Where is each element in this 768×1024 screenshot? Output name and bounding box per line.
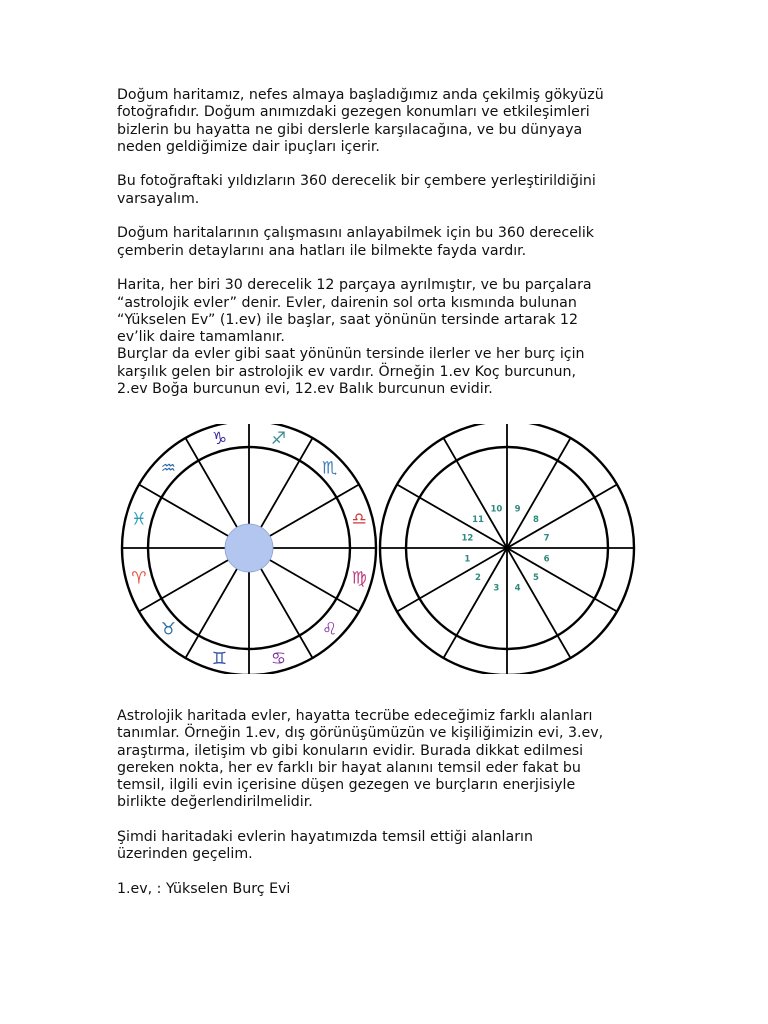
text-line: Doğum haritalarının çalışmasını anlayabilmek için bu 360 derecelik [117, 225, 595, 242]
house-divider-line [139, 560, 228, 612]
house-number: 2 [475, 572, 481, 583]
house-number: 6 [543, 554, 550, 565]
center-disc [225, 524, 273, 572]
zodiac-wheel [122, 424, 376, 674]
text-line: araştırma, iletişim vb gibi konuların evidir. Burada dikkat edilmesi [117, 742, 584, 759]
house-divider-line [270, 485, 359, 537]
zodiac-glyph: ♈ [131, 568, 147, 589]
text-line: Doğum haritamız, nefes almaya başladığımız anda çekilmiş gökyüzü [117, 87, 604, 103]
paragraph-intro [117, 87, 657, 156]
paragraph-details [117, 225, 657, 260]
zodiac-glyph: ♒ [160, 458, 177, 479]
zodiac-glyph: ♊ [211, 649, 228, 670]
document-body-bottom [117, 708, 657, 916]
house-divider-line [186, 438, 238, 527]
house-divider-line [507, 548, 617, 612]
house-number: 10 [490, 504, 503, 515]
text-line: birlikte değerlendirilmelidir. [117, 794, 313, 811]
text-line: neden geldiğimize dair ipuçları içerir. [117, 138, 380, 155]
house-divider-line [270, 560, 359, 612]
house-number: 8 [533, 515, 539, 526]
text-line: 2.ev Boğa burcunun evi, 12.ev Balık burcunun evidir. [117, 381, 493, 398]
zodiac-glyph: ♉ [160, 619, 177, 640]
paragraph-circle [117, 173, 657, 208]
zodiac-glyph: ♌ [321, 619, 338, 640]
zodiac-glyph: ♓ [131, 509, 147, 530]
house-number: 1 [464, 554, 471, 565]
house-divider-line [139, 485, 228, 537]
house-number: 4 [514, 583, 521, 594]
text-line: üzerinden geçelim. [117, 846, 253, 863]
house-divider-line [507, 548, 571, 658]
house-divider-line [397, 485, 507, 549]
house-number: 7 [543, 533, 550, 544]
house-divider-line [261, 569, 313, 658]
house-number: 12 [461, 533, 474, 544]
text-line: “Yükselen Ev” (1.ev) ile başlar, saat yönünün tersinde artarak 12 [117, 311, 578, 328]
zodiac-glyph: ♍ [351, 568, 367, 589]
house-divider-line [507, 485, 617, 549]
text-line: varsayalım. [117, 190, 200, 207]
chart-wheels-svg [118, 424, 648, 674]
text-line: fotoğrafıdır. Doğum anımızdaki gezegen konumları ve etkileşimleri [117, 104, 590, 121]
zodiac-glyph: ♐ [270, 428, 287, 449]
text-line: gereken nokta, her ev farklı bir hayat alanını temsil eder fakat bu [117, 759, 581, 776]
text-line: temsil, ilgili evin içerisine düşen gezegen ve burçların enerjisiyle [117, 777, 576, 794]
document-body-top [117, 87, 657, 398]
text-line: tanımlar. Örneğin 1.ev, dış görünüşümüzün ve kişiliğimizin evi, 3.ev, [117, 725, 604, 742]
text-line: Şimdi haritadaki evlerin hayatımızda temsil ettiği alanların [117, 829, 533, 846]
house-divider-line [186, 569, 238, 658]
paragraph-transition [117, 829, 657, 864]
text-line: karşılık gelen bir astrolojik ev vardır. Örneğin 1.ev Koç burcunun, [117, 363, 576, 380]
text-line: ev’lik daire tamamlanır. [117, 329, 285, 346]
zodiac-glyph: ♎ [351, 509, 367, 530]
zodiac-glyph: ♑ [211, 428, 228, 449]
paragraph-houses [117, 277, 657, 398]
house-wheel [380, 424, 634, 674]
text-line: “astrolojik evler” denir. Evler, dairenin sol orta kısmında bulunan [117, 294, 577, 311]
zodiac-glyph: ♏ [321, 458, 338, 479]
house-divider-line [444, 438, 508, 548]
house-number: 11 [472, 515, 484, 526]
text-line: çemberin detaylarını ana hatları ile bilmekte fayda vardır. [117, 242, 527, 259]
text-line: 1.ev, : Yükselen Burç Evi [117, 880, 291, 897]
text-line: Harita, her biri 30 derecelik 12 parçaya ayrılmıştır, ve bu parçalara [117, 277, 592, 294]
text-line: bizlerin bu hayatta ne gibi derslerle karşılacağına, ve bu dünyaya [117, 121, 583, 138]
paragraph-first-house [117, 881, 657, 898]
house-divider-line [507, 438, 571, 548]
zodiac-glyph: ♋ [270, 649, 287, 670]
text-line: Burçlar da evler gibi saat yönünün tersinde ilerler ve her burç için [117, 346, 585, 363]
house-number: 5 [533, 572, 539, 583]
house-number: 9 [514, 504, 521, 515]
house-divider-line [444, 548, 508, 658]
house-divider-line [397, 548, 507, 612]
paragraph-house-meaning [117, 708, 657, 812]
house-divider-line [261, 438, 313, 527]
chart-figures [118, 424, 648, 674]
house-number: 3 [493, 583, 500, 594]
text-line: Bu fotoğraftaki yıldızların 360 derecelik bir çembere yerleştirildiğini [117, 173, 596, 190]
text-line: Astrolojik haritada evler, hayatta tecrübe edeceğimiz farklı alanları [117, 708, 593, 724]
